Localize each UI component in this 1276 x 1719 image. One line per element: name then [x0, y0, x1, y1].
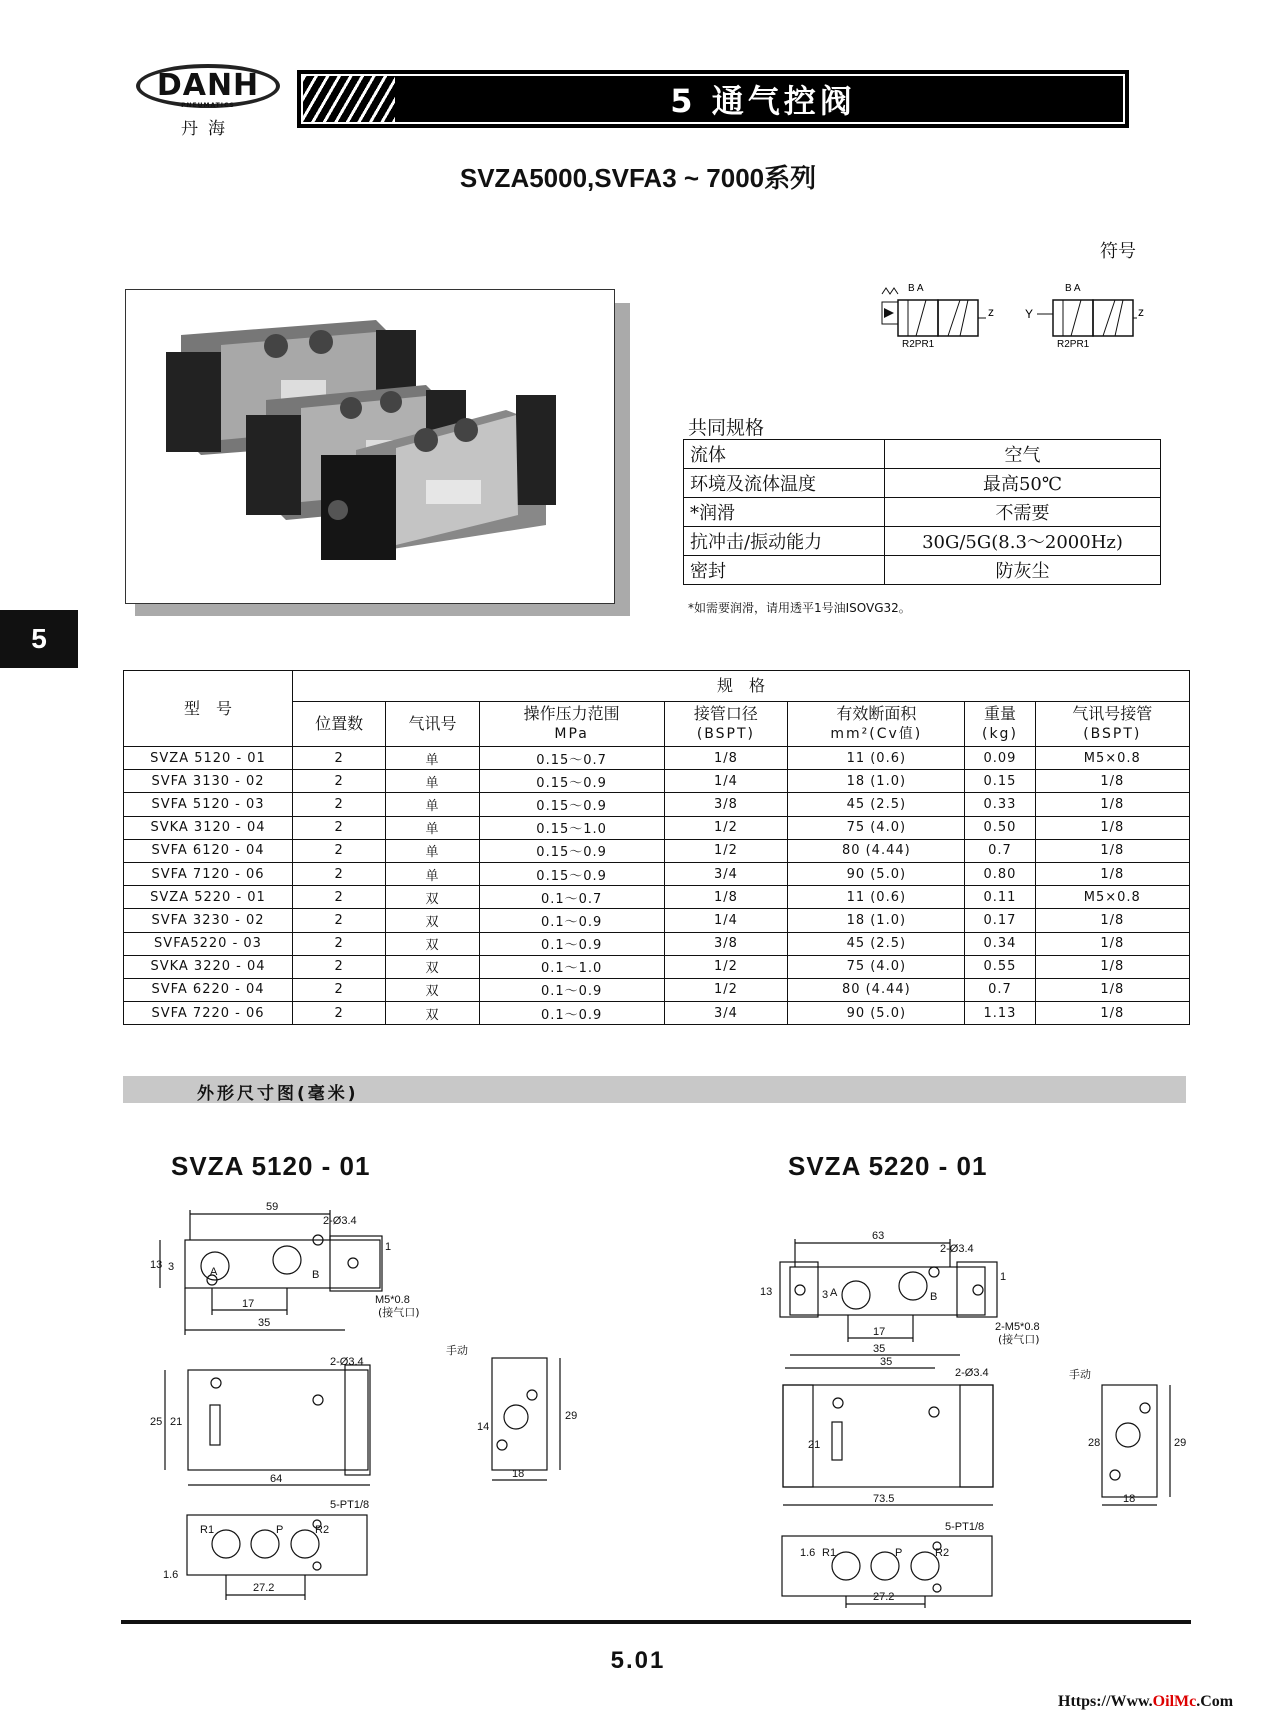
spec-cell: 1/4	[664, 770, 788, 793]
spec-cell: 2	[293, 747, 386, 770]
spec-cell: 2	[293, 793, 386, 816]
spec-cell: 双	[386, 1002, 479, 1025]
dim-height: 13	[760, 1286, 773, 1298]
spec-cell: 0.1～0.9	[479, 1002, 664, 1025]
spec-cell: 双	[386, 909, 479, 932]
spec-cell: 0.09	[965, 747, 1035, 770]
spec-cell: 双	[386, 955, 479, 978]
drawing-5220-lines	[780, 1239, 1170, 1608]
common-spec-row	[684, 498, 1161, 527]
table-row	[124, 932, 1190, 955]
spec-cell: 单	[386, 839, 479, 862]
common-spec-value: 防灰尘	[885, 556, 1161, 585]
model-cell: SVFA 3130 - 02	[124, 770, 293, 793]
spec-cell: 2	[293, 932, 386, 955]
spec-cell: 2	[293, 862, 386, 885]
logo-chinese: 丹海	[181, 119, 235, 139]
column-header	[386, 702, 479, 747]
dim-hole: 2-Ø3.4	[323, 1215, 357, 1227]
common-spec-value: 不需要	[885, 498, 1161, 527]
model-cell: SVZA 5220 - 01	[124, 886, 293, 909]
column-header-label: 气讯号接管	[1072, 704, 1153, 723]
spec-cell: 单	[386, 793, 479, 816]
column-header-label: 接管口径	[693, 704, 758, 723]
watermark-prefix: Https://Www.	[1058, 1693, 1153, 1710]
spec-cell: 11 (0.6)	[788, 747, 965, 770]
spec-cell: 80 (4.44)	[788, 839, 965, 862]
dim-272: 27.2	[873, 1591, 895, 1603]
spec-cell: 单	[386, 747, 479, 770]
spec-cell: M5×0.8	[1035, 886, 1189, 909]
spec-cell: 90 (5.0)	[788, 862, 965, 885]
dim-29: 29	[565, 1410, 578, 1422]
table-row	[124, 978, 1190, 1001]
spec-cell: 0.80	[965, 862, 1035, 885]
table-row	[124, 886, 1190, 909]
column-header-unit: (BSPT)	[1083, 726, 1142, 742]
spec-table-body	[124, 747, 1190, 1025]
common-spec-title: 共同规格	[688, 417, 765, 439]
spec-cell: 3/8	[664, 932, 788, 955]
spec-header: 规 格	[293, 671, 1190, 702]
spec-cell: 0.55	[965, 955, 1035, 978]
common-spec-label: 密封	[684, 556, 885, 585]
port-b: B	[312, 1269, 320, 1281]
spec-cell: 单	[386, 770, 479, 793]
model-cell: SVFA5220 - 03	[124, 932, 293, 955]
common-spec-value: 空气	[885, 440, 1161, 469]
spec-cell: 0.50	[965, 816, 1035, 839]
logo-text: DANH	[156, 68, 260, 103]
port-b: B	[930, 1291, 938, 1303]
model-header: 型 号	[124, 671, 293, 747]
dim-17: 17	[242, 1298, 255, 1310]
column-header-unit: (BSPT)	[696, 726, 756, 742]
common-spec-label: 抗冲击/振动能力	[684, 527, 885, 556]
dim-25: 25	[150, 1416, 163, 1428]
spec-cell: 1/8	[1035, 932, 1189, 955]
port-note: (接气口)	[378, 1306, 420, 1319]
model-cell: SVFA 5120 - 03	[124, 793, 293, 816]
spec-cell: 1/2	[664, 839, 788, 862]
dimension-band-title: 外形尺寸图(毫米)	[197, 1084, 359, 1104]
spec-cell: 90 (5.0)	[788, 1002, 965, 1025]
table-row	[124, 816, 1190, 839]
port-r2: R2	[935, 1547, 950, 1559]
common-spec-value: 最高50℃	[885, 469, 1161, 498]
dimension-drawings	[0, 1190, 1276, 1610]
spec-cell: 2	[293, 839, 386, 862]
dim-width: 63	[872, 1230, 885, 1242]
table-row	[124, 839, 1190, 862]
valve-symbol-single	[880, 280, 1000, 348]
spec-cell: 3/8	[664, 793, 788, 816]
spec-cell: 2	[293, 770, 386, 793]
common-spec-row	[684, 527, 1161, 556]
dim-17: 17	[873, 1326, 886, 1338]
danh-logo	[132, 62, 284, 138]
chapter-tab: 5	[0, 610, 78, 668]
banner-title: 5 通气控阀	[670, 82, 856, 120]
dim-width: 59	[266, 1201, 279, 1213]
port-note: (接气口)	[998, 1333, 1040, 1346]
column-header-label: 操作压力范围	[523, 704, 620, 723]
dim-one: 1	[385, 1241, 392, 1253]
drawing-title-5120: SVZA 5120 - 01	[171, 1151, 371, 1181]
spec-table	[123, 670, 1190, 1025]
spec-cell: 双	[386, 932, 479, 955]
model-cell: SVZA 5120 - 01	[124, 747, 293, 770]
dim-18: 18	[1123, 1493, 1136, 1505]
pt-size: 5-PT1/8	[945, 1521, 985, 1533]
drawing-title-5220: SVZA 5220 - 01	[788, 1151, 988, 1181]
dim-21: 21	[170, 1416, 183, 1428]
lubrication-note: *如需要润滑，请用透平1号油ISOVG32。	[688, 601, 911, 615]
port-a: A	[830, 1287, 838, 1299]
spec-cell: 2	[293, 909, 386, 932]
watermark-suffix: .Com	[1196, 1693, 1234, 1710]
port-p: P	[276, 1524, 284, 1536]
product-photo	[125, 289, 615, 604]
dim-one: 1	[1000, 1271, 1007, 1283]
port-a: A	[210, 1266, 218, 1278]
spec-cell: 0.1～0.9	[479, 909, 664, 932]
table-row	[124, 955, 1190, 978]
column-header-label: 有效断面积	[836, 704, 917, 723]
column-header-label: 气讯号	[408, 714, 457, 733]
spec-cell: 单	[386, 816, 479, 839]
spec-cell: 0.15～0.9	[479, 770, 664, 793]
table-row	[124, 909, 1190, 932]
model-cell: SVFA 6120 - 04	[124, 839, 293, 862]
spec-cell: 0.1～0.9	[479, 932, 664, 955]
sym1-ports-bottom: R2PR1	[902, 339, 935, 348]
dim-offset: 3	[822, 1289, 829, 1301]
spec-cell: 1/8	[1035, 839, 1189, 862]
spec-cell: 0.34	[965, 932, 1035, 955]
spec-cell: 0.7	[965, 839, 1035, 862]
sym2-right: z	[1138, 305, 1144, 319]
model-cell: SVFA 7120 - 06	[124, 862, 293, 885]
model-cell: SVFA 3230 - 02	[124, 909, 293, 932]
dim-272: 27.2	[253, 1582, 275, 1594]
model-cell: SVFA 7220 - 06	[124, 1002, 293, 1025]
model-cell: SVFA 6220 - 04	[124, 978, 293, 1001]
spec-cell: 0.15～0.7	[479, 747, 664, 770]
port-r2: R2	[315, 1524, 330, 1536]
spec-cell: 0.1～1.0	[479, 955, 664, 978]
spec-cell: 1/8	[1035, 909, 1189, 932]
common-spec-value: 30G/5G(8.3～2000Hz)	[885, 527, 1161, 556]
spec-cell: 1.13	[965, 1002, 1035, 1025]
column-header	[1035, 702, 1189, 747]
column-header-label: 位置数	[315, 714, 364, 733]
sym1-right: z	[988, 305, 994, 319]
port-size: 2-M5*0.8	[995, 1321, 1040, 1333]
spec-cell: 3/4	[664, 862, 788, 885]
symbol-label: 符号	[1100, 241, 1136, 262]
dim-35: 35	[873, 1343, 886, 1355]
column-header	[479, 702, 664, 747]
spec-cell: 2	[293, 1002, 386, 1025]
spec-cell: 1/8	[1035, 770, 1189, 793]
drawing-5120-lines	[160, 1210, 560, 1600]
dim-16: 1.6	[800, 1547, 816, 1559]
manual-label: 手动	[446, 1344, 468, 1357]
sym2-ports-top: B A	[1065, 283, 1081, 294]
spec-cell: 2	[293, 816, 386, 839]
spec-cell: 3/4	[664, 1002, 788, 1025]
side-hole: 2-Ø3.4	[955, 1367, 989, 1379]
sym2-ports-bottom: R2PR1	[1057, 339, 1090, 348]
watermark-brand: OilMc	[1152, 1693, 1197, 1710]
spec-cell: 45 (2.5)	[788, 793, 965, 816]
spec-cell: 双	[386, 886, 479, 909]
column-header	[965, 702, 1035, 747]
spec-cell: 单	[386, 862, 479, 885]
footer-rule	[121, 1620, 1191, 1624]
dimension-band	[123, 1076, 1186, 1103]
dim-offset: 3	[168, 1261, 175, 1273]
spec-cell: 双	[386, 978, 479, 1001]
spec-cell: 1/4	[664, 909, 788, 932]
dim-64: 64	[270, 1473, 283, 1485]
spec-cell: 1/8	[664, 886, 788, 909]
table-row	[124, 793, 1190, 816]
spec-cell: 2	[293, 955, 386, 978]
common-spec-row	[684, 469, 1161, 498]
dim-735: 73.5	[873, 1493, 895, 1505]
spec-cell: 0.33	[965, 793, 1035, 816]
spec-cell: 0.1～0.9	[479, 978, 664, 1001]
spec-cell: 0.17	[965, 909, 1035, 932]
manual-label: 手动	[1069, 1368, 1091, 1381]
spec-cell: 75 (4.0)	[788, 816, 965, 839]
dim-29: 29	[1174, 1437, 1187, 1449]
port-r1: R1	[200, 1524, 215, 1536]
table-row	[124, 862, 1190, 885]
column-header-unit: mm²(Cv值)	[830, 726, 923, 742]
common-spec-table	[683, 439, 1161, 585]
spec-cell: 1/2	[664, 955, 788, 978]
common-spec-label: *润滑	[684, 498, 885, 527]
spec-cell: 75 (4.0)	[788, 955, 965, 978]
spec-cell: 0.15～0.9	[479, 793, 664, 816]
spec-cell: 1/2	[664, 978, 788, 1001]
spec-cell: 45 (2.5)	[788, 932, 965, 955]
dim-height: 13	[150, 1259, 163, 1271]
spec-cell: 1/8	[1035, 1002, 1189, 1025]
column-header	[788, 702, 965, 747]
dim-28: 28	[1088, 1437, 1101, 1449]
spec-cell: 0.7	[965, 978, 1035, 1001]
model-cell: SVKA 3120 - 04	[124, 816, 293, 839]
port-r1: R1	[822, 1547, 837, 1559]
spec-cell: 0.11	[965, 886, 1035, 909]
spec-cell: 1/8	[1035, 862, 1189, 885]
spec-cell: 0.15～1.0	[479, 816, 664, 839]
pt-size: 5-PT1/8	[330, 1499, 370, 1511]
port-size: M5*0.8	[375, 1294, 410, 1306]
column-header-unit: (kg)	[981, 726, 1018, 742]
valve-symbol-double	[1025, 280, 1150, 348]
table-row	[124, 1002, 1190, 1025]
spec-cell: 2	[293, 978, 386, 1001]
valve-illustration	[126, 290, 614, 603]
spec-cell: 0.15～0.9	[479, 862, 664, 885]
dim-hole: 2-Ø3.4	[940, 1243, 974, 1255]
sym1-ports-top: B A	[908, 283, 924, 294]
dim-18: 18	[512, 1468, 525, 1480]
spec-cell: 80 (4.44)	[788, 978, 965, 1001]
dim-35: 35	[258, 1317, 271, 1329]
spec-cell: 0.1～0.7	[479, 886, 664, 909]
dim-14: 14	[477, 1421, 490, 1433]
spec-cell: 1/8	[1035, 816, 1189, 839]
side-width: 35	[880, 1356, 893, 1368]
spec-cell: 2	[293, 886, 386, 909]
source-watermark	[1058, 1693, 1233, 1711]
side-hole: 2-Ø3.4	[330, 1356, 364, 1368]
column-header	[293, 702, 386, 747]
common-spec-label: 环境及流体温度	[684, 469, 885, 498]
common-spec-row	[684, 556, 1161, 585]
spec-cell: M5×0.8	[1035, 747, 1189, 770]
common-spec-label: 流体	[684, 440, 885, 469]
column-header	[664, 702, 788, 747]
spec-cell: 11 (0.6)	[788, 886, 965, 909]
table-row	[124, 747, 1190, 770]
spec-cell: 1/2	[664, 816, 788, 839]
spec-cell: 1/8	[1035, 793, 1189, 816]
spec-cell: 1/8	[1035, 955, 1189, 978]
column-header-unit: MPa	[554, 726, 589, 742]
series-title: SVZA5000,SVFA3 ~ 7000系列	[459, 163, 817, 193]
table-row	[124, 770, 1190, 793]
spec-cell: 18 (1.0)	[788, 770, 965, 793]
sym2-left: Y	[1025, 307, 1034, 321]
page-number: 5.01	[610, 1647, 666, 1674]
section-banner	[297, 70, 1129, 128]
spec-cell: 18 (1.0)	[788, 909, 965, 932]
port-p: P	[895, 1547, 903, 1559]
banner-stripes	[303, 76, 395, 122]
common-spec-row	[684, 440, 1161, 469]
dim-21: 21	[808, 1439, 821, 1451]
logo-subtext: PNEUMATICS	[181, 102, 235, 109]
dim-16: 1.6	[163, 1569, 179, 1581]
spec-cell: 0.15～0.9	[479, 839, 664, 862]
model-cell: SVKA 3220 - 04	[124, 955, 293, 978]
spec-cell: 0.15	[965, 770, 1035, 793]
column-header-label: 重量	[983, 704, 1016, 723]
spec-cell: 1/8	[1035, 978, 1189, 1001]
spec-cell: 1/8	[664, 747, 788, 770]
